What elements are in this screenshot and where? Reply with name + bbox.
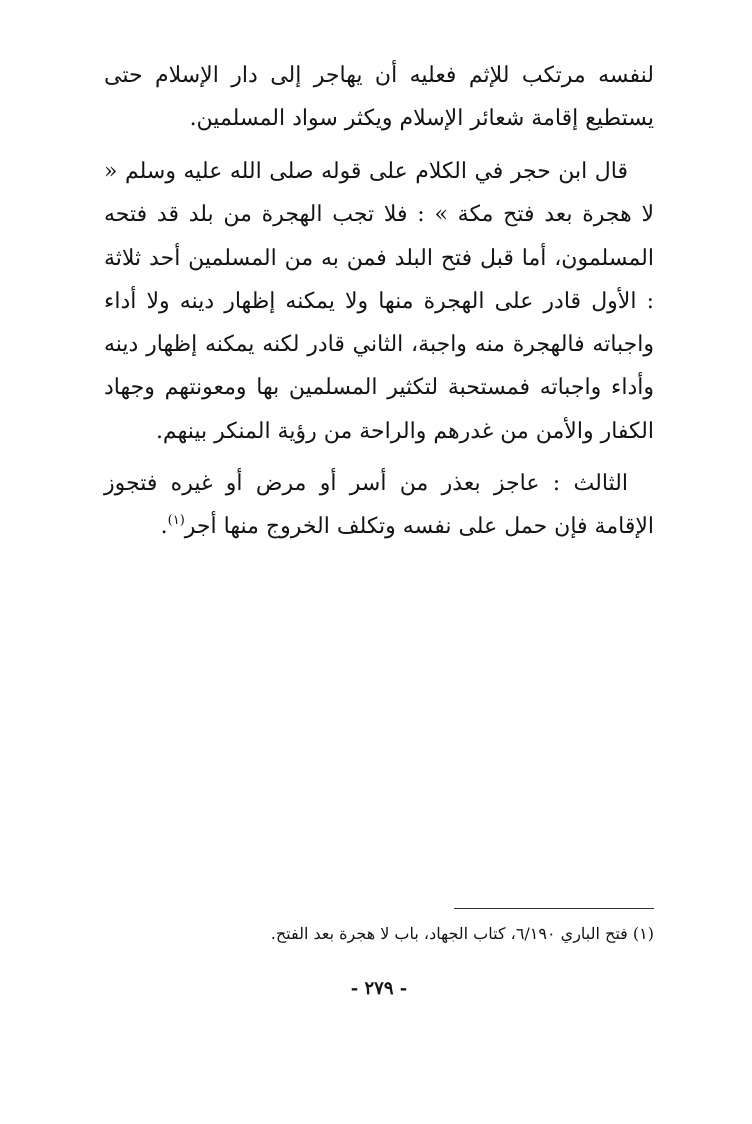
book-page [104, 50, 654, 1070]
footnote-divider [454, 908, 654, 909]
footnote-reference: (١) [167, 513, 185, 529]
paragraph-3 [104, 462, 654, 549]
paragraph-1: لنفسه مرتكب للإثم فعليه أن يهاجر إلى دار الإسلام حتى يستطيع إقامة شعائر الإسلام ويكثر سواد المسلمين. [104, 63, 654, 132]
paragraph-3-end: . [160, 514, 168, 540]
paragraph-3-text: الثالث : عاجز بعذر من أسر أو مرض أو غيره فتجوز الإقامة فإن حمل على نفسه وتكلف الخروج منها أجر [104, 471, 654, 540]
paragraph-2: قال ابن حجر في الكلام على قوله صلى الله عليه وسلم « لا هجرة بعد فتح مكة » : فلا تجب الهجرة من بلد قد فتحه المسلمون، أما قبل فتح البلد فمن به من المسلمين أحد ثلاثة : الأول قادر على الهجرة منها ولا يمكنه إظهار دينه ولا أداء واجباته فالهجرة منه واجبة، الثاني قادر لكنه يمكنه إظهار دينه وأداء واجباته فمستحبة لتكثير المسلمين بها ومعونتهم وجهاد الكفار والأمن من غدرهم والراحة من رؤية المنكر بينهم. [104, 159, 654, 444]
page-number: - ٢٧٩ - [350, 978, 408, 999]
footnote: (١) فتح الباري ٦/١٩٠، كتاب الجهاد، باب لا هجرة بعد الفتح. [270, 924, 654, 943]
